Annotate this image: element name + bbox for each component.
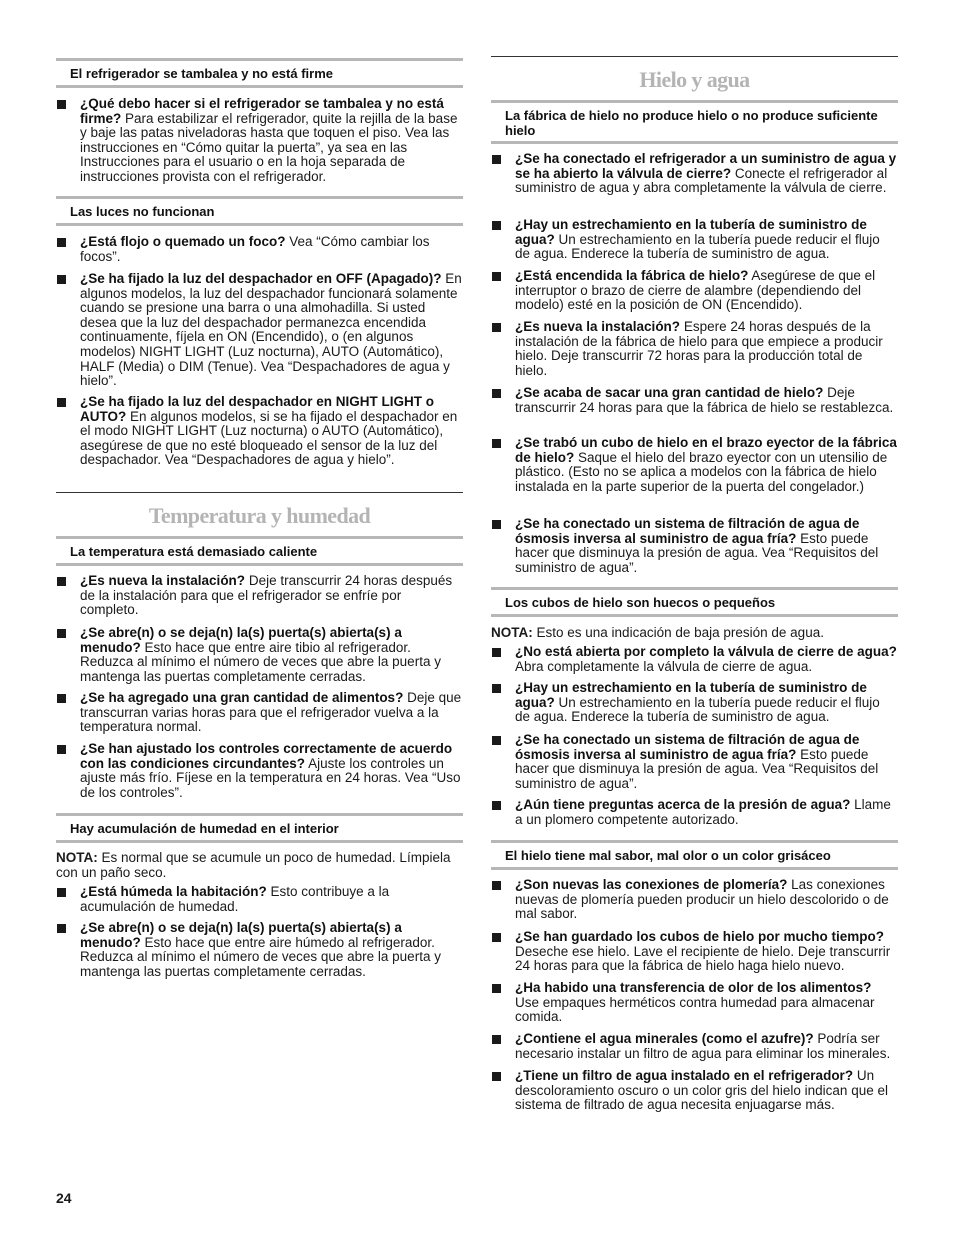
subheading-hollow xyxy=(491,587,898,617)
subheading-text: La fábrica de hielo no produce hielo o no produce suficiente hielo xyxy=(505,108,878,138)
subheading-no-ice xyxy=(491,100,898,144)
list-item: ¿Aún tiene preguntas acerca de la presión de agua? Llame a un plomero competente autorizado. xyxy=(491,798,898,827)
bullet-icon xyxy=(492,439,501,448)
list-item: ¿Se ha conectado un sistema de filtración de agua de ósmosis inversa al suministro de agua fría? Esto puede hacer que disminuya la presión de agua. Vea “Requisitos del suministro de agua”. xyxy=(491,517,898,575)
list-item: ¿Está encendida la fábrica de hielo? Asegúrese de que el interruptor o brazo de cierre de alambre (dependiendo del modelo) esté en la posición de ON (Encendido). xyxy=(491,269,898,313)
bullet-icon xyxy=(57,238,66,247)
list-item: ¿Es nueva la instalación? Deje transcurrir 24 horas después de la instalación para que el refrigerador se enfríe por completo. xyxy=(56,574,463,618)
list-item: ¿Hay un estrechamiento en la tubería de suministro de agua? Un estrechamiento en la tubería puede reducir el flujo de agua. Enderece la tubería de suministro de agua. xyxy=(491,681,898,725)
bullet-icon xyxy=(492,933,501,942)
list-item: ¿Se acaba de sacar una gran cantidad de hielo? Deje transcurrir 24 horas para que la fábrica de hielo se restablezca. xyxy=(491,386,898,415)
list-item: ¿Se ha conectado un sistema de filtración de agua de ósmosis inversa al suministro de agua fría? Esto puede hacer que disminuya la presión de agua. Vea “Requisitos del suministro de agua”. xyxy=(491,733,898,791)
list-item: ¿Se ha fijado la luz del despachador en OFF (Apagado)? En algunos modelos, la luz del despachador funcionará solamente cuando se presione una barra o una almohadilla. Si usted desea que la luz del despachador permanezca encendida continuamente, fíjela en ON (Encendido), o (en algunos modelos) NIGHT LIGHT (Luz nocturna), AUTO (Automático), HALF (Media) o DIM (Tenue). Vea “Despachadores de agua y hielo”. xyxy=(56,272,463,389)
bullet-icon xyxy=(57,275,66,284)
subheading-taste xyxy=(491,840,898,870)
list-item: ¿Son nuevas las conexiones de plomería? Las conexiones nuevas de plomería pueden producir un hielo descolorido o de mal sabor. xyxy=(491,878,898,922)
list-item: ¿Se ha fijado la luz del despachador en NIGHT LIGHT o AUTO? En algunos modelos, si se ha fijado el despachador en el modo NIGHT LIGHT (Luz nocturna) o AUTO (Automático), asegúrese de que no esté bloqueado el sensor de la luz del despachador. Vea “Despachadores de agua y hielo”. xyxy=(56,395,463,468)
bullet-icon xyxy=(492,648,501,657)
bullet-icon xyxy=(492,389,501,398)
list-item: ¿Hay un estrechamiento en la tubería de suministro de agua? Un estrechamiento en la tubería puede reducir el flujo de agua. Enderece la tubería de suministro de agua. xyxy=(491,218,898,262)
bullet-icon xyxy=(57,577,66,586)
list-item: ¿Se trabó un cubo de hielo en el brazo eyector de la fábrica de hielo? Saque el hielo del brazo eyector con un utensilio de plástico. (Esto no se aplica a modelos con la fábrica de hielo instalada en la parte superior de la puerta del congelador.) xyxy=(491,436,898,494)
list-item: ¿Se ha conectado el refrigerador a un suministro de agua y se ha abierto la válvula de cierre? Conecte el refrigerador al suministro de agua y abra completamente la válvula de cierre. xyxy=(491,152,898,196)
bullet-icon xyxy=(57,888,66,897)
list-item: ¿Se abre(n) o se deja(n) la(s) puerta(s) abierta(s) a menudo? Esto hace que entre aire tibio al refrigerador. Reduzca al mínimo el número de veces que abre la puerta y mantenga las puertas completamente cerradas. xyxy=(56,626,463,684)
page-number: 24 xyxy=(56,1190,72,1206)
bullet-icon xyxy=(492,155,501,164)
bullet-icon xyxy=(57,694,66,703)
list-item: ¿Contiene el agua minerales (como el azufre)? Podría ser necesario instalar un filtro de agua para eliminar los minerales. xyxy=(491,1032,898,1061)
note: NOTA: Esto es una indicación de baja presión de agua. xyxy=(491,625,824,640)
list-item: ¿Qué debo hacer si el refrigerador se tambalea y no está firme? Para estabilizar el refrigerador, quite la rejilla de la base y baje las patas niveladoras hasta que toquen el piso. Vea las instrucciones en “Cómo quitar la puerta”, ya sea en las Instrucciones para el usuario o en la hoja separada de instrucciones provista con el refrigerador. xyxy=(56,97,463,185)
bullet-icon xyxy=(492,1072,501,1081)
subheading-text: El hielo tiene mal sabor, mal olor o un color grisáceo xyxy=(505,848,831,863)
section-title-ice-water: Hielo y agua xyxy=(639,67,750,92)
bullet-icon xyxy=(57,100,66,109)
subheading-wobble xyxy=(56,58,463,88)
list-item: ¿Es nueva la instalación? Espere 24 horas después de la instalación de la fábrica de hielo para que empiece a producir hielo. Deje transcurrir 72 horas para la producción total de hielo. xyxy=(491,320,898,378)
section-title-temperature: Temperatura y humedad xyxy=(148,503,371,528)
list-item: ¿Se han ajustado los controles correctamente de acuerdo con las condiciones circundantes? Ajuste los controles un ajuste más frío. Fíjese en la temperatura en 24 horas. Vea “Uso de los controles”. xyxy=(56,742,463,800)
section-rule xyxy=(56,492,463,493)
list-item: ¿Se ha agregado una gran cantidad de alimentos? Deje que transcurran varias horas para que el refrigerador vuelva a la temperatura normal. xyxy=(56,691,463,735)
bullet-icon xyxy=(492,221,501,230)
subheading-moisture xyxy=(56,813,463,843)
bullet-icon xyxy=(492,736,501,745)
bullet-icon xyxy=(492,323,501,332)
subheading-text: El refrigerador se tambalea y no está firme xyxy=(70,66,333,81)
subheading-warm xyxy=(56,536,463,566)
bullet-icon xyxy=(492,801,501,810)
bullet-icon xyxy=(492,520,501,529)
subheading-text: La temperatura está demasiado caliente xyxy=(70,544,318,559)
list-item: ¿Se abre(n) o se deja(n) la(s) puerta(s) abierta(s) a menudo? Esto hace que entre aire húmedo al refrigerador. Reduzca al mínimo el número de veces que abre la puerta y mantenga las puertas completamente cerradas. xyxy=(56,921,463,979)
list-item: ¿No está abierta por completo la válvula de cierre de agua? Abra completamente la válvula de cierre de agua. xyxy=(491,645,898,674)
bullet-icon xyxy=(492,881,501,890)
subheading-text: Los cubos de hielo son huecos o pequeños xyxy=(505,595,776,610)
section-rule xyxy=(491,56,898,57)
list-item: ¿Ha habido una transferencia de olor de los alimentos? Use empaques herméticos contra humedad para almacenar comida. xyxy=(491,981,898,1025)
list-item: ¿Se han guardado los cubos de hielo por mucho tiempo? Deseche ese hielo. Lave el recipiente de hielo. Deje transcurrir 24 horas para que la fábrica de hielo haga hielo nuevo. xyxy=(491,930,898,974)
bullet-icon xyxy=(492,984,501,993)
list-item: ¿Está húmeda la habitación? Esto contribuye a la acumulación de humedad. xyxy=(56,885,463,914)
bullet-icon xyxy=(492,684,501,693)
list-item: ¿Tiene un filtro de agua instalado en el refrigerador? Un descoloramiento oscuro o un color gris del hielo indican que el sistema de filtrado de agua necesita enjuagarse más. xyxy=(491,1069,898,1113)
subheading-lights xyxy=(56,196,463,226)
subheading-text: Hay acumulación de humedad en el interior xyxy=(70,821,339,836)
bullet-icon xyxy=(57,629,66,638)
bullet-icon xyxy=(492,1035,501,1044)
list-item: ¿Está flojo o quemado un foco? Vea “Cómo cambiar los focos”. xyxy=(56,235,463,264)
bullet-icon xyxy=(57,398,66,407)
bullet-icon xyxy=(57,924,66,933)
note: NOTA: Es normal que se acumule un poco de humedad. Límpiela con un paño seco. xyxy=(56,850,451,880)
bullet-icon xyxy=(57,745,66,754)
bullet-icon xyxy=(492,272,501,281)
subheading-text: Las luces no funcionan xyxy=(70,204,215,219)
